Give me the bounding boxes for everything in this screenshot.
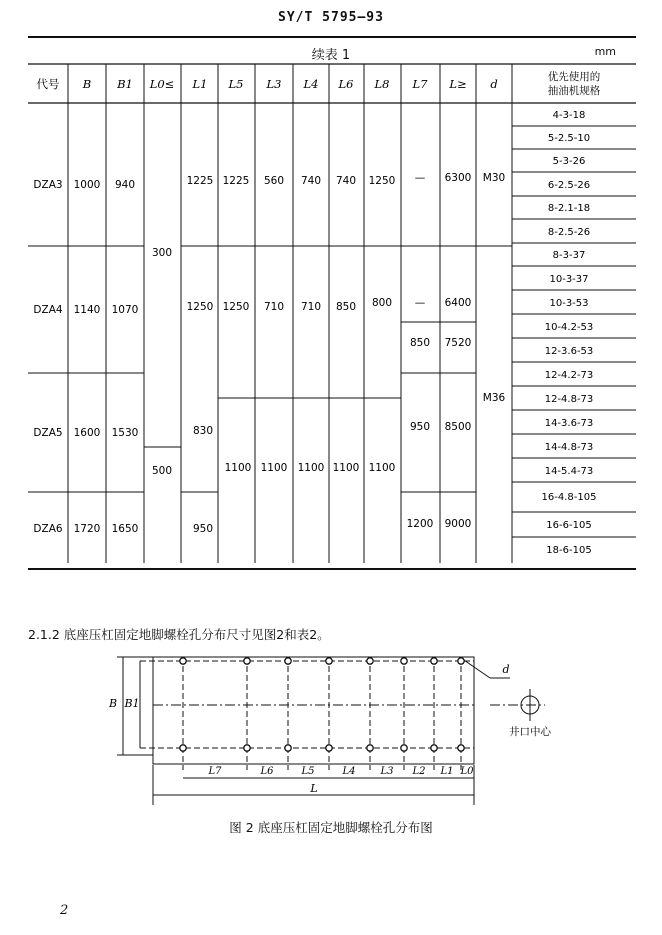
spec-cell: 10-4.2-53 (544, 322, 594, 333)
col-code: 代号 (36, 77, 60, 91)
col-Lge: L≥ (449, 77, 467, 91)
spec-cell: 14-5.4-73 (544, 466, 594, 477)
figure-caption: 图 2 底座压杠固定地脚螺栓孔分布图 (229, 820, 433, 835)
label-L2: L2 (412, 766, 426, 777)
cell: 1250 (368, 175, 396, 187)
page-number: 2 (60, 903, 69, 918)
cell: 800 (371, 297, 393, 309)
cell: 950 (192, 523, 214, 535)
cell: 710 (263, 301, 285, 313)
cell: DZA5 (33, 427, 63, 439)
label-well-centre: 井口中心 (509, 726, 551, 738)
label-L3: L3 (380, 766, 394, 777)
cell: 940 (114, 179, 136, 191)
spec-cell: 6-2.5-26 (547, 180, 591, 191)
spec-cell: 8-2.5-26 (547, 227, 591, 238)
cell: DZA4 (33, 304, 63, 316)
spec-cell: 8-3-37 (552, 250, 586, 261)
cell: 1100 (224, 462, 252, 474)
cell: 1225 (186, 175, 214, 187)
col-L8: L8 (374, 77, 390, 91)
spec-cell: 12-3.6-53 (544, 346, 594, 357)
col-L6: L6 (338, 77, 354, 91)
cell: 6400 (444, 297, 472, 309)
col-L4: L4 (303, 77, 319, 91)
spec-cell: 16-4.8-105 (541, 492, 597, 503)
label-L7: L7 (208, 766, 222, 777)
col-L3: L3 (266, 77, 282, 91)
cell: 1600 (73, 427, 101, 439)
cell: 710 (300, 301, 322, 313)
col-spec-line1: 优先使用的 (547, 71, 601, 83)
label-L: L (310, 782, 318, 795)
cell: 830 (192, 425, 214, 437)
bolt-hole-diagram (0, 645, 662, 825)
label-L1: L1 (440, 766, 454, 777)
cell: 950 (409, 421, 431, 433)
col-L1: L1 (192, 77, 208, 91)
cell: 1530 (111, 427, 139, 439)
section-paragraph: 2.1.2 底座压杠固定地脚螺栓孔分布尺寸见图2和表2。 (28, 627, 330, 642)
standard-header: SY/T 5795—93 (278, 10, 384, 25)
spec-cell: 5-2.5-10 (547, 133, 591, 144)
cell-L0-a: 300 (151, 247, 173, 259)
label-B: B (108, 697, 118, 710)
cell: 850 (335, 301, 357, 313)
label-d: d (502, 663, 510, 676)
cell: 1100 (332, 462, 360, 474)
cell: 740 (335, 175, 357, 187)
spec-cell: 4-3-18 (552, 110, 586, 121)
label-L0: L0 (460, 766, 474, 777)
label-L4: L4 (342, 766, 356, 777)
spec-cell: 14-4.8-73 (544, 442, 594, 453)
cell: — (414, 297, 426, 309)
cell: 8500 (444, 421, 472, 433)
cell: 1100 (368, 462, 396, 474)
col-L5a: L5 (228, 77, 244, 91)
cell: 1100 (297, 462, 325, 474)
unit-label: mm (594, 45, 616, 58)
cell: DZA6 (33, 523, 63, 535)
cell: 7520 (444, 337, 472, 349)
spec-cell: 16-6-105 (546, 520, 592, 531)
cell: 1225 (222, 175, 250, 187)
col-B1: B1 (117, 77, 133, 91)
label-L6: L6 (260, 766, 274, 777)
cell: 560 (263, 175, 285, 187)
col-spec-line2: 抽油机规格 (547, 85, 601, 97)
spec-cell: 5-3-26 (552, 156, 586, 167)
cell: 1720 (73, 523, 101, 535)
cell: 1000 (73, 179, 101, 191)
cell: 1070 (111, 304, 139, 316)
cell: DZA3 (33, 179, 63, 191)
spec-cell: 12-4.2-73 (544, 370, 594, 381)
cell: 6300 (444, 172, 472, 184)
cell: 1140 (73, 304, 101, 316)
cell: 1250 (186, 301, 214, 313)
cell: M30 (482, 172, 506, 184)
cell: 9000 (444, 518, 472, 530)
label-B1: B1 (124, 697, 140, 710)
spec-cell: 14-3.6-73 (544, 418, 594, 429)
spec-cell: 8-2.1-18 (547, 203, 591, 214)
table-caption: 续表 1 (311, 48, 351, 63)
cell: — (414, 172, 426, 184)
cell: 1200 (406, 518, 434, 530)
cell: 1250 (222, 301, 250, 313)
spec-cell: 10-3-37 (549, 274, 589, 285)
col-d: d (490, 77, 498, 91)
spec-cell: 10-3-53 (549, 298, 589, 309)
spec-cell: 12-4.8-73 (544, 394, 594, 405)
cell: 1650 (111, 523, 139, 535)
spec-cell: 18-6-105 (546, 545, 592, 556)
label-L5: L5 (301, 766, 315, 777)
cell-L0-b: 500 (151, 465, 173, 477)
col-L7: L7 (412, 77, 428, 91)
cell: 850 (409, 337, 431, 349)
cell-d-2: M36 (482, 392, 506, 404)
cell: 1100 (260, 462, 288, 474)
col-L0: L0≤ (149, 77, 175, 91)
col-B: B (82, 77, 92, 91)
cell: 740 (300, 175, 322, 187)
